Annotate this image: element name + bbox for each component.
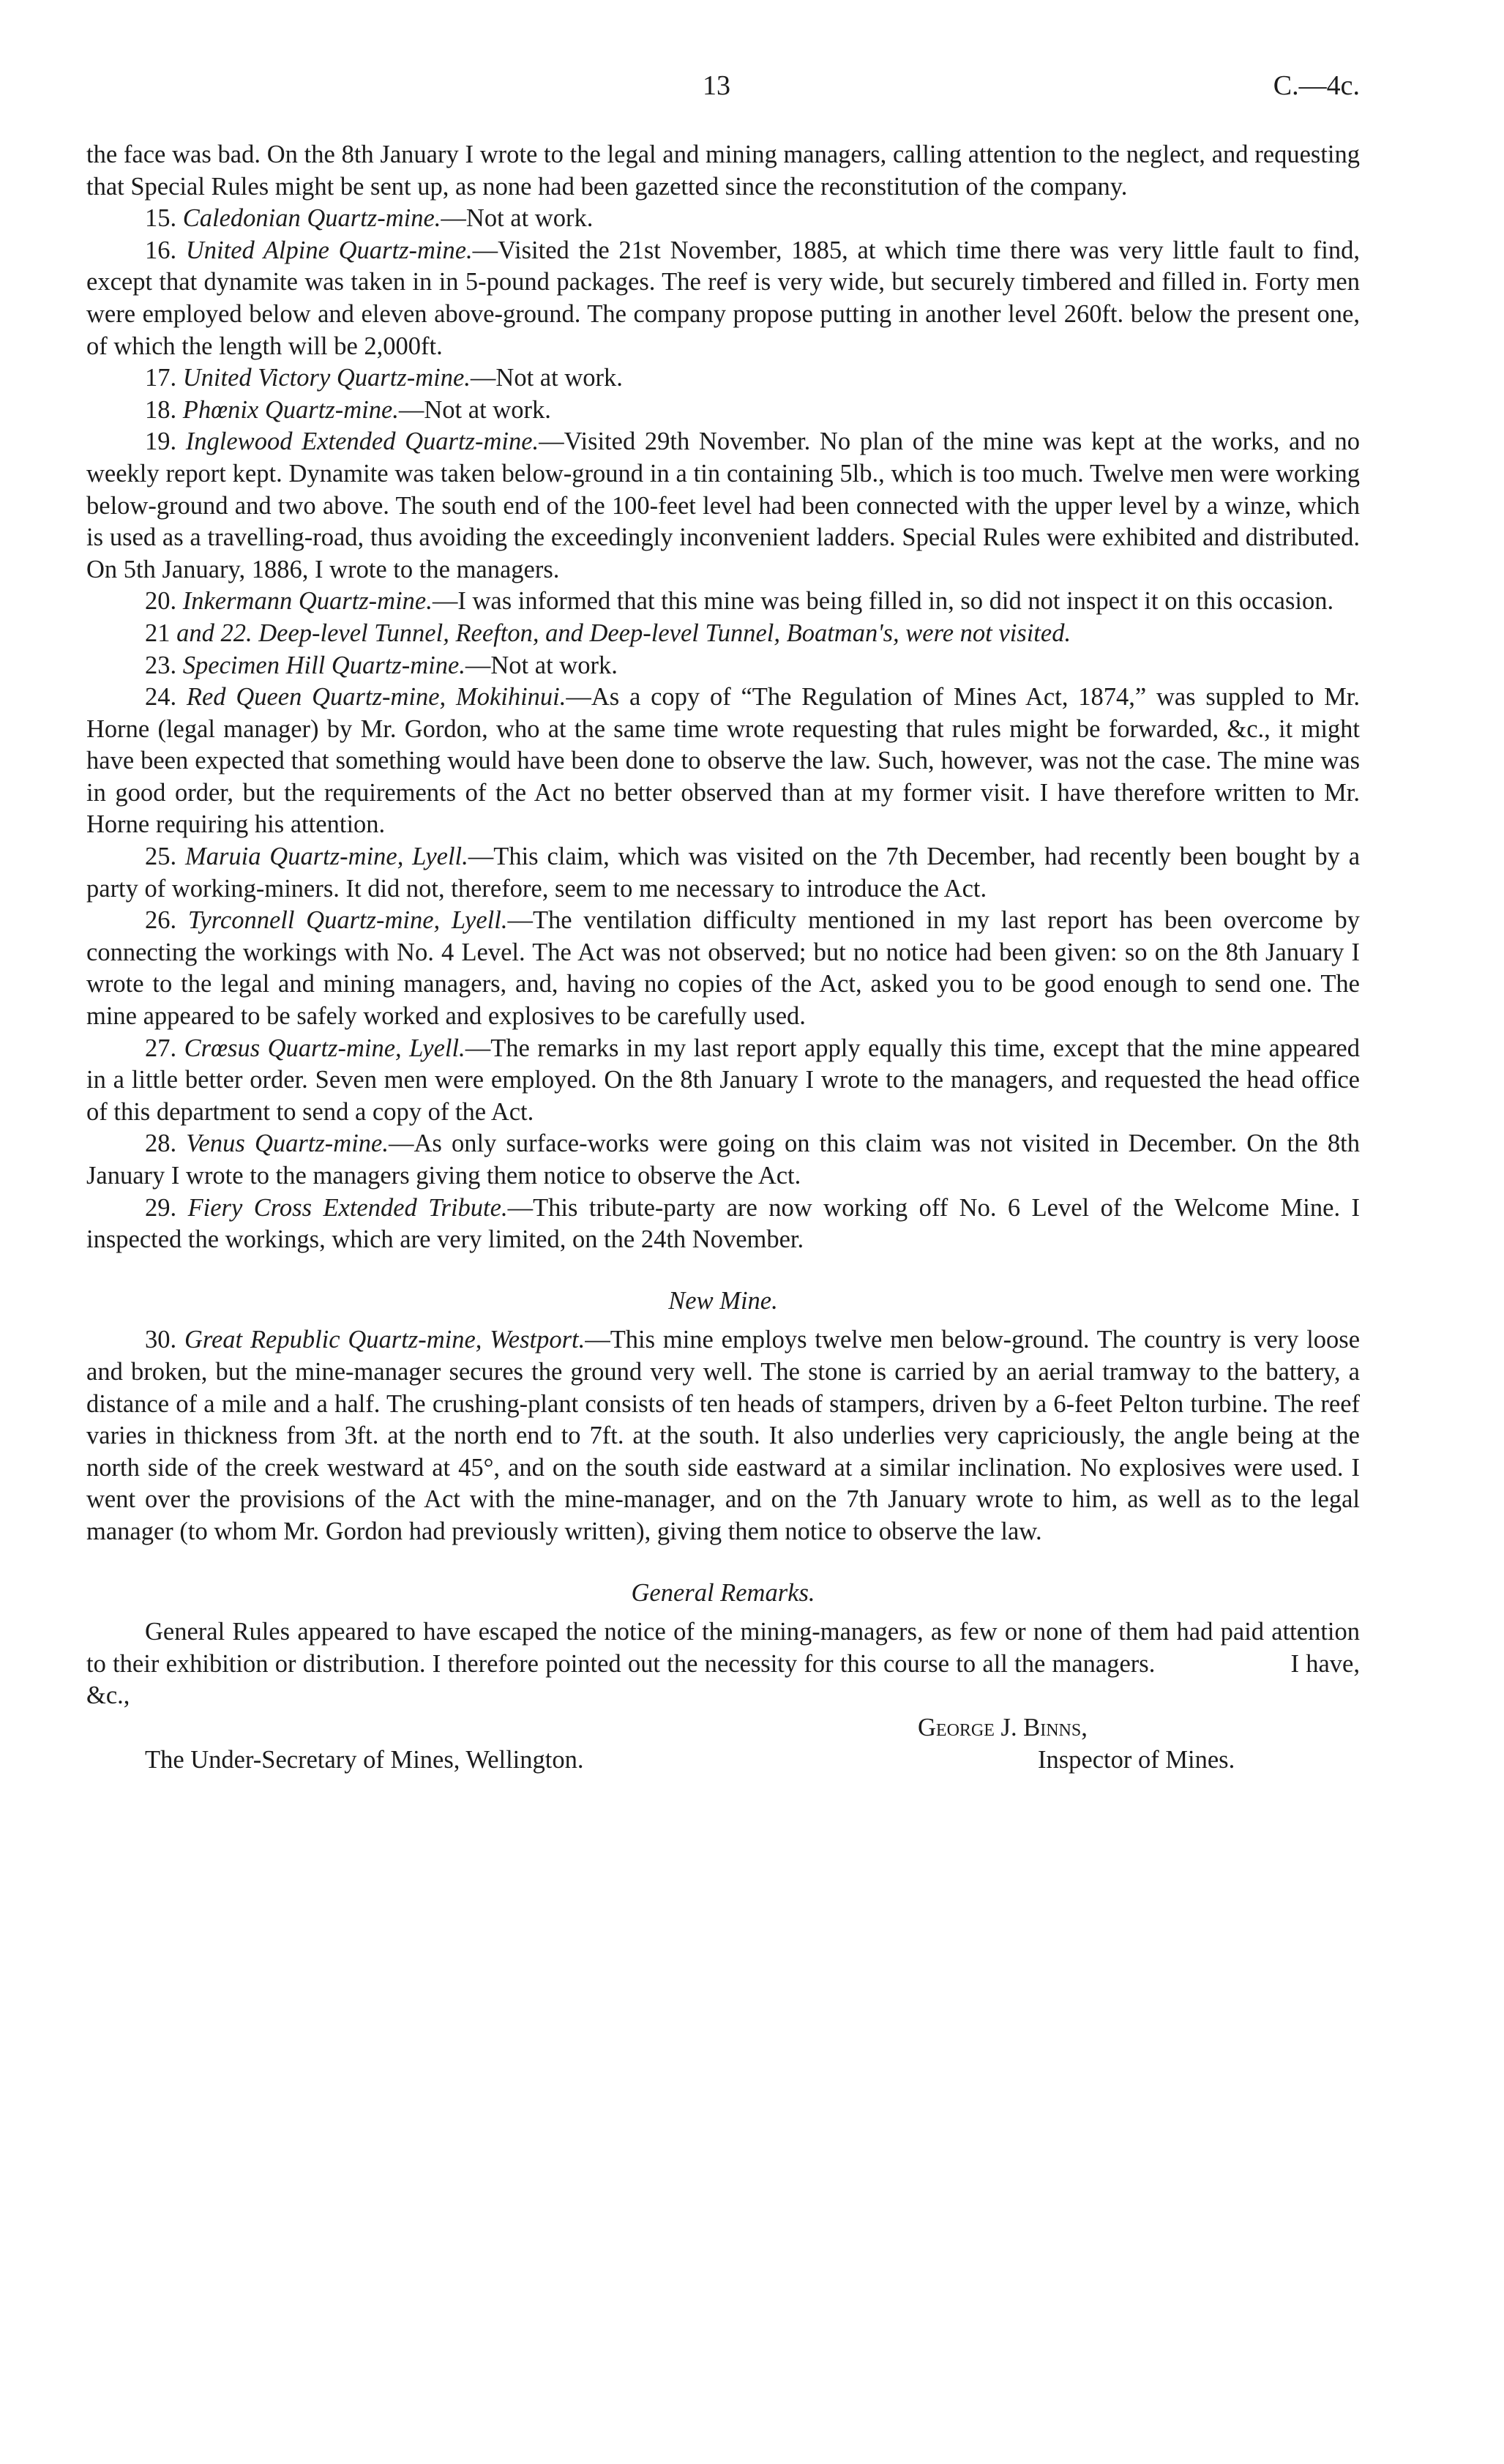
mine-name: Maruia Quartz-mine, Lyell. — [184, 843, 468, 871]
section-heading-general-remarks: General Remarks. — [631, 1578, 815, 1607]
mine-entry-21-22: 21 and 22. Deep-level Tunnel, Reefton, and Deep-level Tunnel, Boatman's, were not visited. — [145, 619, 1071, 647]
mine-entry-18: 18. Phœnix Quartz-mine.—Not at work. — [145, 395, 551, 424]
mine-name: Inglewood Extended Quartz-mine. — [185, 428, 539, 456]
general-remarks-text: General Rules appeared to have escaped the notice of the mining-managers, as few or none of them had paid attention to their exhibition or distribution. I therefore pointed out the necessity for this course to all the managers. I have, &c., — [86, 1618, 1360, 1710]
section-heading-new-mine: New Mine. — [668, 1286, 778, 1315]
mine-entry-20: 20. Inkermann Quartz-mine.—I was informed that this mine was being filled in, so did not inspect it on this occasion. — [145, 587, 1334, 616]
mine-entry-16: 16. United Alpine Quartz-mine.—Visited the 21st November, 1885, at which time there was very little fault to find, except that dynamite was taken in in 5-pound packages. The reef is very wide, but securely timbered and filled in. Forty men were employed below and eleven above-ground. The company propose putting in another level 260ft. below the present one, of which the length will be 2,000ft. — [86, 236, 1360, 360]
mine-entry-28: 28. Venus Quartz-mine.—As only surface-works were going on this claim was not visited in December. On the 8th January I wrote to the managers giving them notice to observe the Act. — [86, 1130, 1361, 1190]
mine-name: Inkermann Quartz-mine. — [182, 587, 433, 616]
mine-entry-17: 17. United Victory Quartz-mine.—Not at work. — [145, 364, 623, 392]
mine-entry-27: 27. Crœsus Quartz-mine, Lyell.—The remarks in my last report apply equally this time, except that the mine appeared in a little better order. Seven men were employed. On the 8th January I wrote to the managers, and requested the head office of this department to send a copy of the Act. — [86, 1034, 1360, 1126]
mine-name: Red Queen Quartz-mine, Mokihinui. — [186, 683, 566, 712]
addressee: The Under-Secretary of Mines, Wellington. — [145, 1745, 584, 1774]
document-reference: C.—4c. — [1273, 70, 1360, 101]
mine-name: Caledonian Quartz-mine. — [182, 204, 441, 233]
closing-salutation: I have, &c., — [86, 1649, 1360, 1710]
mine-name: Great Republic Quartz-mine, Westport. — [184, 1326, 585, 1354]
report-body — [86, 139, 1360, 1776]
mine-name: United Alpine Quartz-mine. — [185, 236, 473, 264]
page-header — [86, 70, 1360, 113]
page-number: 13 — [703, 70, 730, 101]
mine-entry-15: 15. Caledonian Quartz-mine.—Not at work. — [145, 204, 594, 233]
mine-name: and 22. Deep-level Tunnel, Reefton, — [176, 619, 539, 647]
mine-name: Specimen Hill Quartz-mine. — [182, 651, 465, 679]
mine-entry-19: 19. Inglewood Extended Quartz-mine.—Visited 29th November. No plan of the mine was kept at the works, and no weekly report kept. Dynamite was taken below-ground in a tin containing 5lb., which is too much. Twelve men were working below-ground and two above. The south end of the 100-feet level had been connected with the upper level by a winze, which is used as a travelling-road, thus avoiding the exceedingly inconvenient ladders. Special Rules were exhibited and distributed. On 5th January, 1886, I wrote to the managers. — [86, 428, 1361, 583]
mine-entry-30: 30. Great Republic Quartz-mine, Westport.—This mine employs twelve men below-ground. The country is very loose and broken, but the mine-manager secures the ground very well. The stone is carried by an aerial tramway to the battery, a distance of a mile and a half. The crushing-plant consists of ten heads of stampers, driven by a 6-feet Pelton turbine. The reef varies in thickness from 3ft. at the north end to 7ft. at the south. It also underlies very capriciously, the angle being at the north side of the creek westward at 45°, and on the south side eastward at a similar inclination. No explosives were used. I went over the provisions of the Act with the mine-manager, and on the 7th January wrote to him, as well as to the legal manager (to whom Mr. Gordon had previously written), giving them notice to observe the law. — [86, 1326, 1361, 1545]
paragraph-continuation: the face was bad. On the 8th January I wrote to the legal and mining managers, calling attention to the neglect, and requesting that Special Rules might be sent up, as none had been gazetted since the reconstitution of the company. — [86, 141, 1360, 201]
addressee-row — [86, 1744, 1360, 1777]
mine-name: United Victory Quartz-mine. — [182, 364, 471, 392]
mine-entry-26: 26. Tyrconnell Quartz-mine, Lyell.—The ventilation difficulty mentioned in my last report has been overcome by connecting the workings with No. 4 Level. The Act was not observed; but no notice had been given: so on the 8th January I wrote to the legal and mining managers, and, having no copies of the Act, asked you to be good enough to send one. The mine appeared to be safely worked and explosives to be carefully used. — [86, 906, 1361, 1031]
signatory-title: Inspector of Mines. — [1038, 1745, 1235, 1774]
mine-entry-25: 25. Maruia Quartz-mine, Lyell.—This claim, which was visited on the 7th December, had recently been bought by a party of working-miners. It did not, therefore, seem to me necessary to introduce the Act. — [86, 843, 1361, 903]
mine-name: Fiery Cross Extended Tribute. — [187, 1193, 508, 1222]
mine-name: Phœnix Quartz-mine. — [182, 395, 399, 424]
mine-name: Crœsus Quartz-mine, Lyell. — [184, 1034, 465, 1062]
mine-entry-24: 24. Red Queen Quartz-mine, Mokihinui.—As a copy of “The Regulation of Mines Act, 1874,” was suppled to Mr. Horne (legal manager) by Mr. Gordon, who at the same time wrote requesting that rules might be forwarded, &c., it might have been expected that something would have been done to observe the law. Such, however, was not the case. The mine was in good order, but the requirements of the Act no better observed than at my former visit. I have therefore written to Mr. Horne requiring his attention. — [86, 683, 1360, 839]
mine-name: Tyrconnell Quartz-mine, Lyell. — [187, 906, 508, 935]
mine-entry-29: 29. Fiery Cross Extended Tribute.—This tribute-party are now working off No. 6 Level of the Welcome Mine. I inspected the workings, which are very limited, on the 24th November. — [86, 1193, 1361, 1254]
mine-name: Venus Quartz-mine. — [186, 1130, 389, 1158]
signatory-name: George J. Binns, — [918, 1713, 1088, 1741]
mine-entry-23: 23. Specimen Hill Quartz-mine.—Not at work. — [145, 651, 618, 679]
signature-row — [86, 1712, 1360, 1744]
